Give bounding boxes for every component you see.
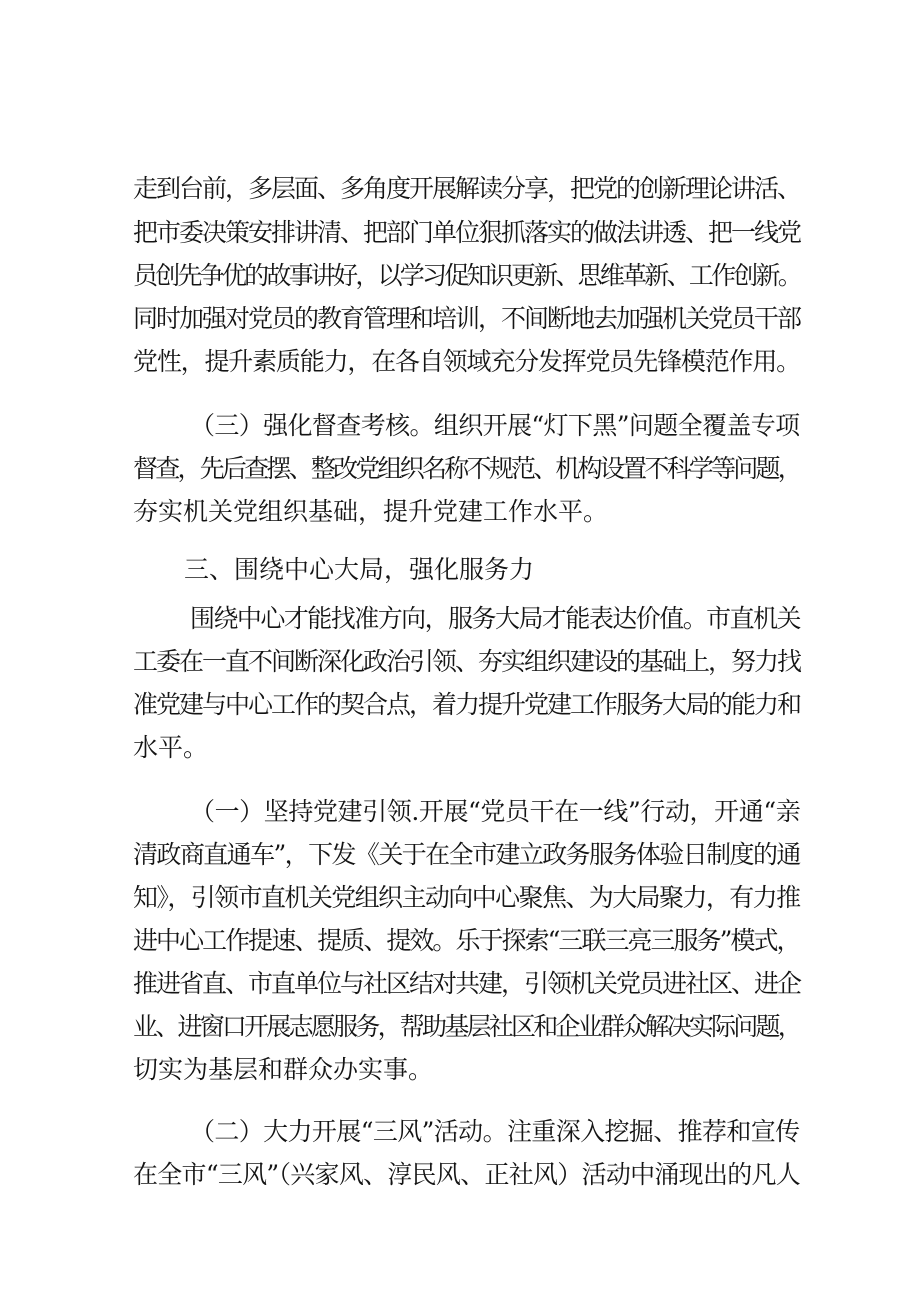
text-line: 员创先争优的故事讲好，以学习促知识更新、思维革新、工作创新。 bbox=[133, 261, 801, 290]
text-line: （二）大力开展“三风”活动。注重深入挖掘、推荐和宣传 bbox=[190, 1117, 800, 1146]
text-line: 准党建与中心工作的契合点，着力提升党建工作服务大局的能力和 bbox=[133, 690, 801, 719]
text-line: 在全市“三风”（兴家风、淳民风、正社风）活动中涌现出的凡人 bbox=[133, 1160, 801, 1189]
text-line: 知》，引领市直机关党组织主动向中心聚焦、为大局聚力，有力推 bbox=[133, 883, 800, 912]
heading-line: 三、围绕中心大局，强化服务力 bbox=[184, 555, 535, 584]
text-line: （一）坚持党建引领.开展“党员干在一线”行动，开通“亲 bbox=[190, 797, 801, 826]
text-line: 夯实机关党组织基础，提升党建工作水平。 bbox=[133, 497, 609, 526]
text-line: 业、进窗口开展志愿服务，帮助基层社区和企业群众解决实际问题， bbox=[133, 1012, 801, 1041]
text-line: 把市委决策安排讲清、把部门单位狠抓落实的做法讲透、把一线党 bbox=[133, 218, 801, 247]
text-line: 走到台前，多层面、多角度开展解读分享，把党的创新理论讲活、 bbox=[133, 174, 801, 203]
text-line: 同时加强对党员的教育管理和培训，不间断地去加强机关党员干部 bbox=[133, 304, 801, 333]
text-line: 督查，先后查摆、整改党组织名称不规范、机构设置不科学等问题， bbox=[133, 454, 801, 483]
text-line: 进中心工作提速、提质、提效。乐于探索“三联三亮三服务”模式， bbox=[133, 926, 800, 955]
text-line: 围绕中心才能找准方向，服务大局才能表达价值。市直机关 bbox=[190, 604, 801, 633]
text-line: 切实为基层和群众办实事。 bbox=[133, 1055, 434, 1084]
text-line: 推进省直、市直单位与社区结对共建，引领机关党员进社区、进企 bbox=[133, 969, 801, 998]
text-line: 党性，提升素质能力，在各自领域充分发挥党员先锋模范作用。 bbox=[133, 347, 801, 376]
text-line: 工委在一直不间断深化政治引领、夯实组织建设的基础上，努力找 bbox=[133, 647, 801, 676]
text-line: 水平。 bbox=[133, 733, 209, 762]
text-line: （三）强化督查考核。组织开展“灯下黑”问题全覆盖专项 bbox=[190, 411, 800, 440]
text-line: 清政商直通车”，下发《关于在全市建立政务服务体验日制度的通 bbox=[133, 840, 800, 869]
